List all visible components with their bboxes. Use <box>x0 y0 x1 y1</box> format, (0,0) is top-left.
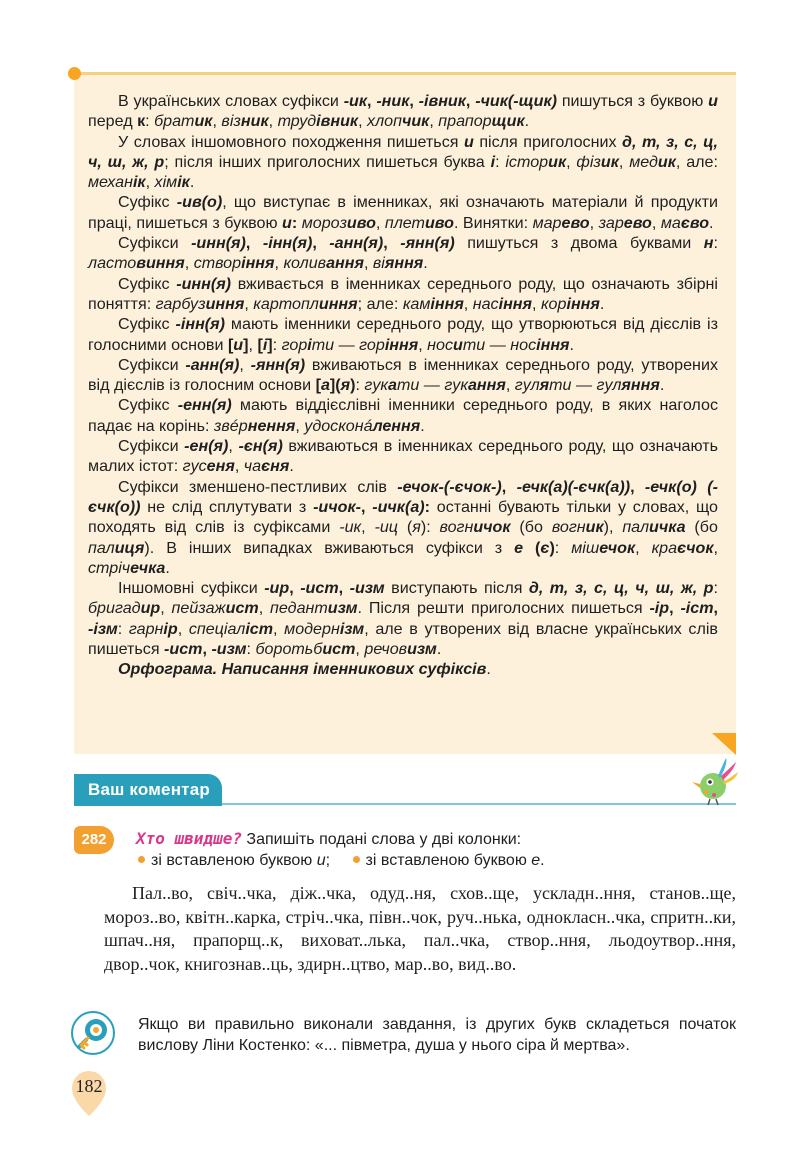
rule-paragraph: Суфікси -анн(я), -янн(я) вживаються в іменниках середнього роду, утворених від дієслів із голосним основи [а](я): гукати — гукання, гуляти — гуляння. <box>88 355 718 395</box>
comment-tab: Ваш коментар <box>74 774 222 806</box>
exercise-title: Хто швидше? <box>136 829 242 848</box>
bullet-dot <box>138 856 145 863</box>
bird-icon <box>690 758 738 806</box>
rule-box-top-border <box>74 72 736 75</box>
rule-paragraph: Іншомовні суфікси -ир, -ист, -изм виступають після д, т, з, с, ц, ч, ш, ж, р: бригадир, пейзажист, педантизм. Після решти приголосних пишеться -ір, -іст, -ізм: гарнір, спеціаліст, модернізм, але в утворених від власне українських слів пишеться -ист, -изм: боротьбист, речовизм. <box>88 579 719 659</box>
rule-paragraph: Суфікс -енн(я) мають віддієслівні іменники середнього роду, в яких наголос падає на корінь: звéрнення, удосконáлення. <box>88 396 718 435</box>
rule-paragraph: В українських словах суфікси -ик, -ник, -івник, -чик(-щик) пишуться з буквою и перед к: братик, візник, трудівник, хлопчик, прапорщик. <box>88 92 718 131</box>
exercise-bullets: зі вставленою буквою и; зі вставленою буквою е. <box>138 851 545 871</box>
rule-paragraph: Суфікс -инн(я) вживається в іменниках середнього роду, що означають збірні поняття: гарбузиння, картоплиння; але: каміння, насіння, коріння. <box>88 274 718 313</box>
exercise-heading <box>136 828 736 850</box>
bullet-2-letter: е <box>531 852 541 869</box>
rule-paragraph: Суфікс -ив(о), що виступає в іменниках, які означають матеріали й продукти праці, пишеться з буквою и: морозиво, плетиво. Винятки: марево, зарево, маєво. <box>88 193 719 232</box>
rule-paragraph: Суфікс -інн(я) мають іменники середнього роду, що утворюються від дієслів із голосними основи [и], [і]: горіти — горіння, носити — носіння. <box>88 315 718 354</box>
exercise-words-text: Пал..во, свіч..чка, діж..чка, одуд..ня, схов..ще, ускладн..ння, станов..ще, мороз..во, квітн..карка, стріч..чка, півн..чок, руч..нька, однокласн..чка, спритн..ки, шпач..ня, прапорщ..к, виховат..лька, пал..чка, створ..ння, льодоутвор..ння, двор..чок, книгознав..ць, здирн..цтво, мар..во, вид..во. <box>104 883 736 974</box>
exercise-number-badge: 282 <box>74 826 114 854</box>
rule-box-corner-triangle <box>712 733 736 755</box>
bullet-1-text: зі вставленою буквою <box>151 852 317 869</box>
grammar-rules <box>88 91 718 680</box>
bullet-dot <box>353 856 360 863</box>
hint-note: Якщо ви правильно виконали завдання, із других букв складеться початок вислову Ліни Костенко: «... півметра, душа у нього сіра й мертва». <box>138 1016 736 1054</box>
exercise-instruction: Запишіть подані слова у дві колонки: <box>241 831 522 848</box>
rule-paragraph: Суфікси -инн(я), -інн(я), -анн(я), -янн(я) пишуться з двома буквами н: ластовиння, створіння, коливання, віяння. <box>88 234 718 273</box>
rule-paragraph: Суфікси зменшено-пестливих слів -ечок-(-єчок-), -ечк(а)(-єчк(а)), -ечк(о) (-єчк(о)) не слід сплутувати з -ичок-, -ичк(а): останні бувають тільки у словах, що походять від слів із суфіксами -ик, -иц (я): вогничок (бо вогник), паличка (бо палиця). В інших випадках вживаються суфікси з е (є): мішечок, краєчок, стрічечка. <box>88 477 718 577</box>
rule-box-dot <box>68 67 81 80</box>
page-number: 182 <box>75 1076 103 1096</box>
rule-paragraph: Суфікси -ен(я), -єн(я) вживаються в іменниках середнього роду, що означають малих істот: гусеня, чаєня. <box>88 437 718 476</box>
rule-paragraph: Орфограма. Написання іменникових суфіксів. <box>118 660 491 679</box>
bullet-1-letter: и <box>316 852 326 869</box>
rule-paragraph: У словах іншомовного походження пишеться и після приголосних д, т, з, с, ц, ч, ш, ж, р; після інших приголосних пишеться буква і: історик, фізик, медик, але: механік, хімік. <box>88 132 718 192</box>
bullet-2-text: зі вставленою буквою <box>365 852 532 869</box>
exercise-words <box>104 882 736 976</box>
key-hint-icon <box>70 1010 116 1056</box>
